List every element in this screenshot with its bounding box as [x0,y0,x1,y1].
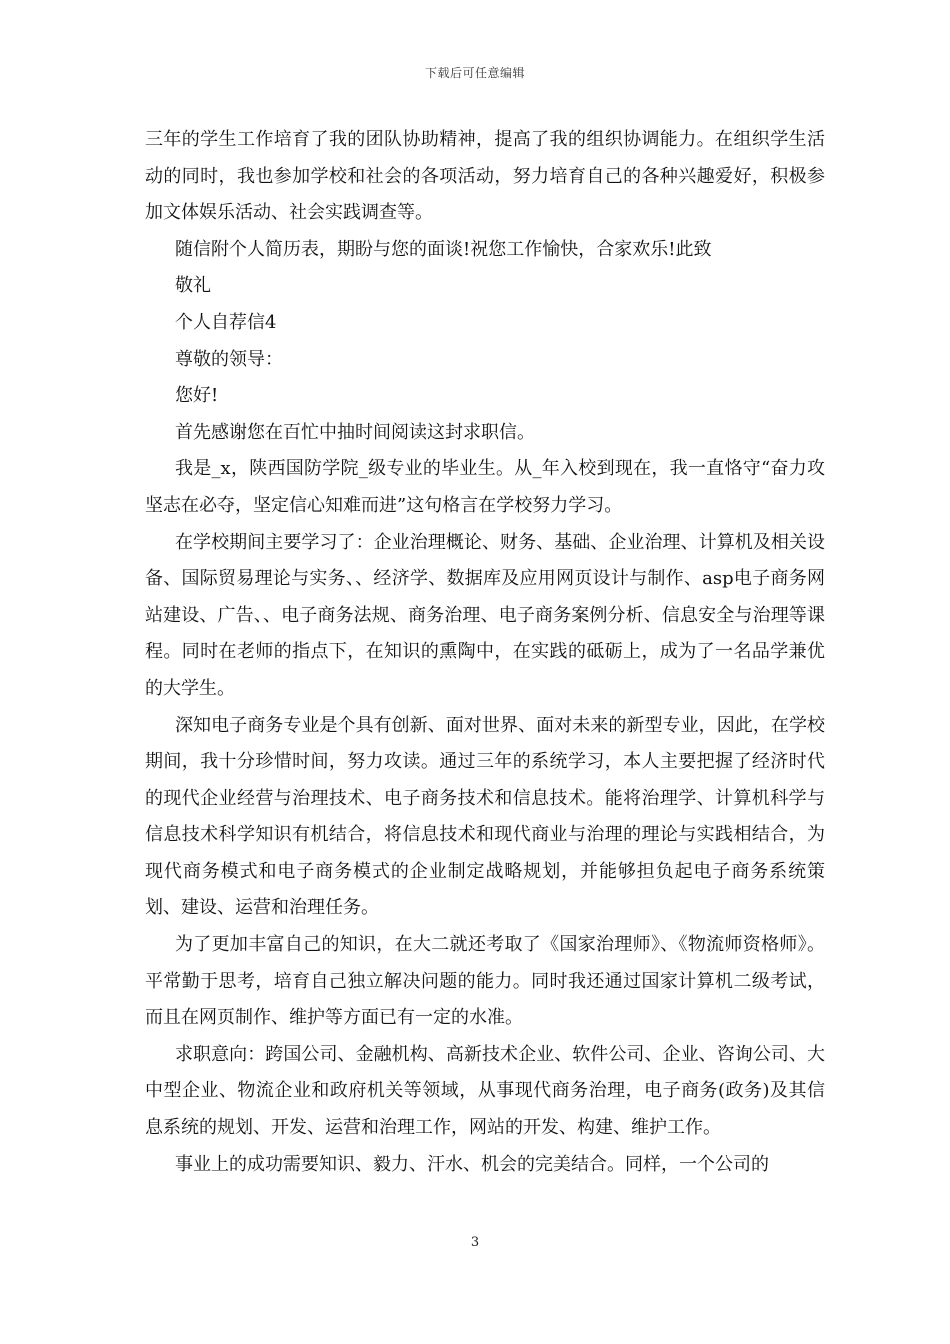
body-paragraph: 求职意向：跨国公司、金融机构、高新技术企业、软件公司、企业、咨询公司、大中型企业、物流企业和政府机关等领域，从事现代商务治理，电子商务(政务)及其信息系统的规划、开发、运营和治理工作，网站的开发、构建、维护工作。 [145,1043,825,1139]
body-paragraph: 在学校期间主要学习了：企业治理概论、财务、基础、企业治理、计算机及相关设备、国际贸易理论与实务、、经济学、数据库及应用网页设计与制作、asp电子商务网站建设、广告、、电子商务法规、商务治理、电子商务案例分析、信息安全与治理等课程。同时在老师的指点下，在知识的熏陶中，在实践的砥砺上，成为了一名品学兼优的大学生。 [145,531,825,699]
greeting: 尊敬的领导： [175,348,283,370]
page-header: 下载后可任意编辑 [424,66,525,80]
page-number: 3 [470,1235,480,1250]
greeting: 您好! [175,385,219,407]
body-paragraph: 我是_x，陕西国防学院_级专业的毕业生。从_年入校到现在，我一直恪守“奋力攻坚志在必夺，坚定信心知难而进”这句格言在学校努力学习。 [145,458,825,516]
section-title: 个人自荐信4 [175,311,277,333]
closing-salutation: 敬礼 [175,275,211,297]
body-paragraph: 事业上的成功需要知识、毅力、汗水、机会的完美结合。同样，一个公司的 [175,1153,769,1175]
body-paragraph: 首先感谢您在百忙中抽时间阅读这封求职信。 [175,421,535,443]
document-body [145,122,825,1183]
body-paragraph: 为了更加丰富自己的知识，在大二就还考取了《国家治理师》、《物流师资格师》。平常勤于思考，培育自己独立解决问题的能力。同时我还通过国家计算机二级考试，而且在网页制作、维护等方面已有一定的水准。 [145,934,825,1029]
body-paragraph: 三年的学生工作培育了我的团队协助精神，提高了我的组织协调能力。在组织学生活动的同时，我也参加学校和社会的各项活动，努力培育自己的各种兴趣爱好，积极参加文体娱乐活动、社会实践调查等。 [145,129,825,224]
body-paragraph: 随信附个人简历表，期盼与您的面谈!祝您工作愉快，合家欢乐!此致 [175,238,712,260]
body-paragraph: 深知电子商务专业是个具有创新、面对世界、面对未来的新型专业，因此，在学校期间，我十分珍惜时间，努力攻读。通过三年的系统学习，本人主要把握了经济时代的现代企业经营与治理技术、电子商务技术和信息技术。能将治理学、计算机科学与信息技术科学知识有机结合，将信息技术和现代商业与治理的理论与实践相结合，为现代商务模式和电子商务模式的企业制定战略规划，并能够担负起电子商务系统策划、建设、运营和治理任务。 [145,714,825,919]
